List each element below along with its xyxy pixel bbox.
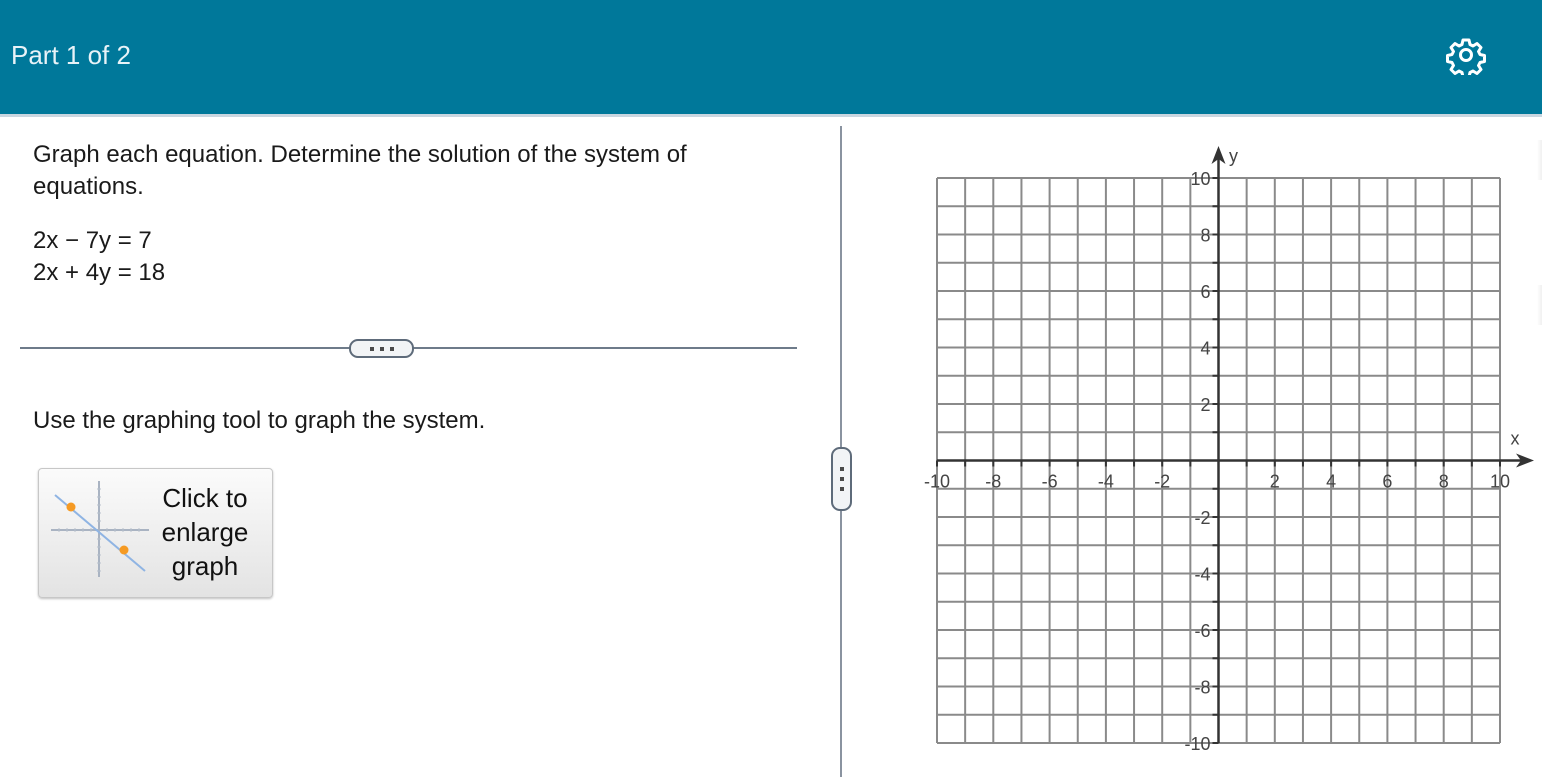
question-prompt: Graph each equation. Determine the solution of the system of equations.	[33, 141, 687, 200]
x-tick-label: -4	[1097, 471, 1114, 492]
x-tick-label: 8	[1438, 471, 1449, 492]
tick-labels	[924, 146, 1520, 754]
x-tick-label: 2	[1269, 471, 1280, 492]
equation-2: 2x + 4y = 18	[33, 259, 166, 286]
x-tick-label: -6	[1041, 471, 1058, 492]
x-tick-label: 6	[1382, 471, 1393, 492]
y-tick-label: -4	[1194, 564, 1211, 585]
y-tick-label: 4	[1200, 338, 1211, 359]
x-tick-label: -2	[1154, 471, 1171, 492]
y-tick-label: -10	[1184, 734, 1211, 754]
y-tick-label: 8	[1200, 225, 1211, 246]
y-axis-label: y	[1229, 146, 1238, 166]
y-tick-label: -8	[1194, 677, 1211, 698]
instruction-text: Use the graphing tool to graph the system.	[33, 407, 486, 434]
part-indicator: Part 1 of 2	[11, 40, 131, 70]
y-tick-label: -2	[1194, 508, 1211, 528]
y-tick-label: -6	[1194, 621, 1211, 641]
enlarge-graph-label: Click to enlarge graph	[161, 483, 249, 581]
x-tick-label: -8	[985, 471, 1002, 492]
x-tick-label: 4	[1326, 471, 1337, 492]
y-tick-label: 6	[1200, 282, 1211, 302]
equation-1: 2x − 7y = 7	[33, 227, 152, 254]
y-tick-label: 10	[1190, 169, 1211, 189]
x-axis-label: x	[1510, 428, 1520, 449]
x-tick-label: -10	[923, 471, 951, 492]
y-tick-label: 2	[1200, 395, 1211, 415]
x-tick-label: 10	[1489, 471, 1511, 492]
